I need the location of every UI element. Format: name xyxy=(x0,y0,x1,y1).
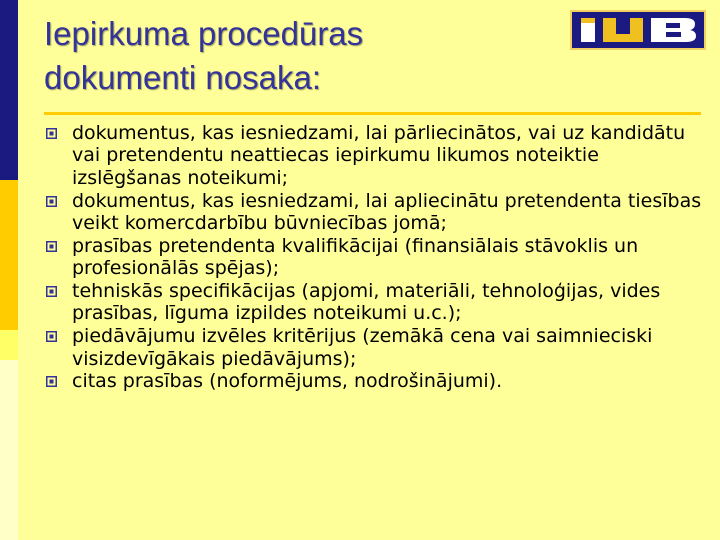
bullet-text: dokumentus, kas iesniedzami, lai pārliecinātos, vai uz kandidātu vai pretendentu neattiecas iepirkumu likumos noteiktie izslēgšanas noteikumi; xyxy=(72,122,686,189)
bullet-list xyxy=(44,122,704,393)
square-checkbox-icon xyxy=(46,286,57,297)
bullet-text: dokumentus, kas iesniedzami, lai apliecinātu pretendenta tiesības veikt komercdarbību būvniecības jomā; xyxy=(72,189,702,235)
square-checkbox-icon xyxy=(46,331,57,342)
iub-logo-icon xyxy=(570,10,706,50)
left-decorative-bar xyxy=(0,0,18,540)
title-divider xyxy=(44,112,701,115)
left-bar-pale-segment xyxy=(0,330,18,360)
left-bar-light-segment xyxy=(0,360,18,540)
bullet-text: tehniskās specifikācijas (apjomi, materiāli, tehnoloģijas, vides prasības, līguma izpildes noteikumi u.c.); xyxy=(72,280,661,325)
list-item xyxy=(44,190,704,235)
left-bar-navy-segment xyxy=(0,0,18,180)
square-checkbox-icon xyxy=(46,241,57,252)
bullet-text: prasības pretendenta kvalifikācijai (finansiālais stāvoklis un profesionālās spējas); xyxy=(72,234,639,280)
square-checkbox-icon xyxy=(46,376,57,387)
square-checkbox-icon xyxy=(46,128,57,139)
slide-title-line-1: Iepirkuma procedūras xyxy=(44,15,364,52)
list-item xyxy=(44,235,704,280)
list-item xyxy=(44,370,704,392)
slide-title-line-2: dokumenti nosaka: xyxy=(44,59,322,96)
left-bar-gold-segment xyxy=(0,180,18,330)
square-checkbox-icon xyxy=(46,196,57,207)
bullet-text: piedāvājumu izvēles kritērijus (zemākā cena vai saimnieciski visizdevīgākais piedāvājums); xyxy=(72,325,653,370)
slide-title xyxy=(44,12,544,100)
iub-logo-graphic xyxy=(575,14,701,46)
bullet-text: citas prasības (noformējums, nodrošinājumi). xyxy=(72,370,503,393)
list-item xyxy=(44,325,704,370)
list-item xyxy=(44,122,704,189)
list-item xyxy=(44,280,704,325)
